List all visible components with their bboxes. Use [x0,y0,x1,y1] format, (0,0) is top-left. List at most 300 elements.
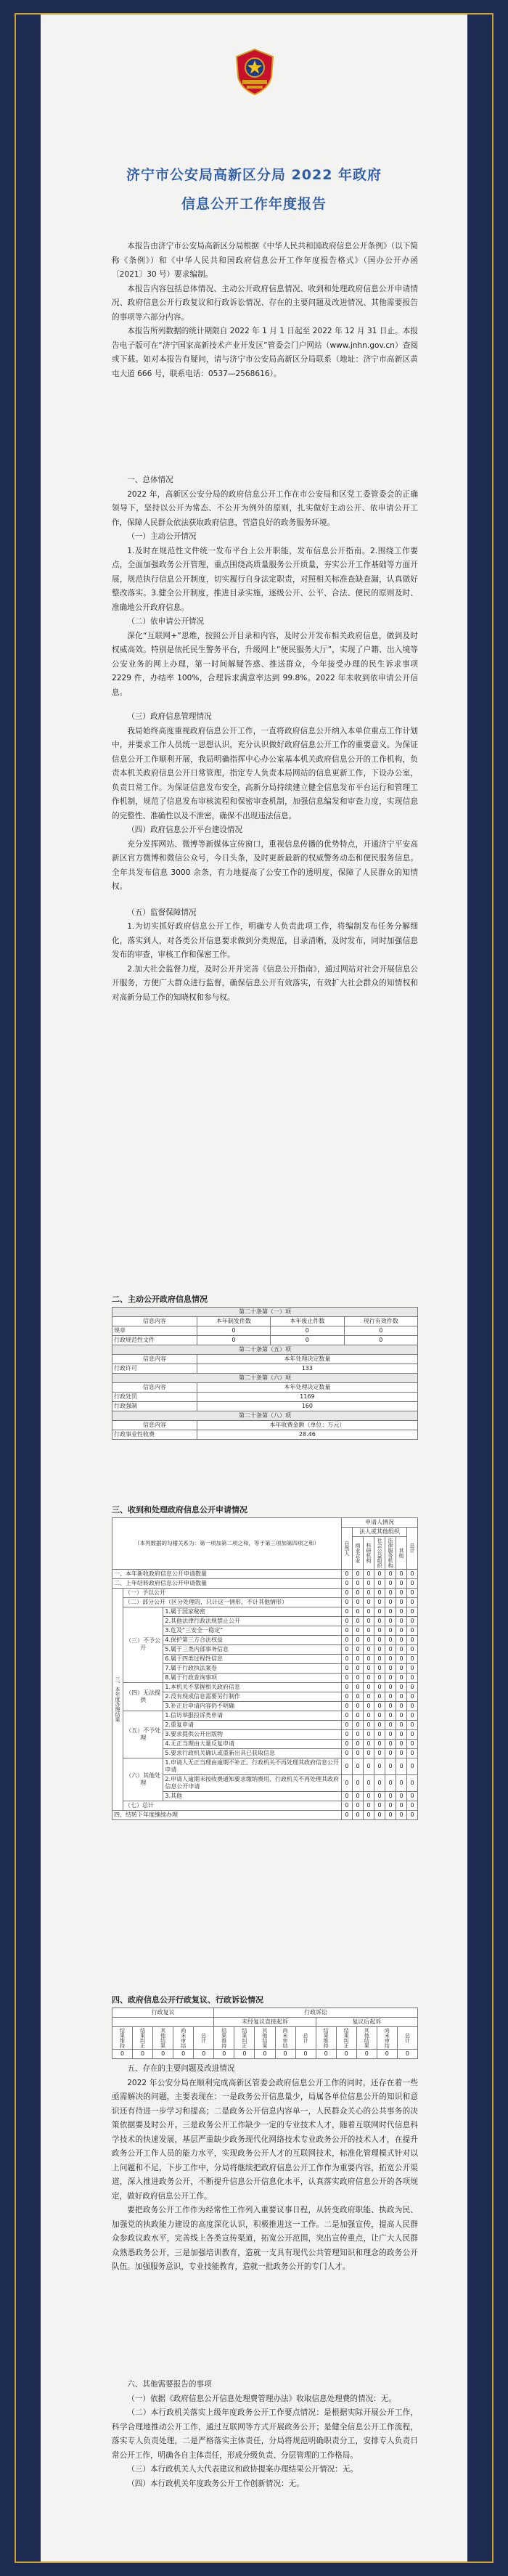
section-applications [112,1503,418,1820]
table-cell: 0 [352,1644,363,1654]
table-cell: 0 [352,1682,363,1692]
section-heading: 二、主动公开政府信息情况 [112,1295,208,1304]
table-cell: 0 [374,1711,385,1720]
table-row [112,1711,418,1720]
table-cell: 0 [374,1597,385,1607]
table-row [112,1682,418,1692]
table-subgroup-label: （五）不予处理 [123,1711,163,1758]
table-col-head: 其他结果 [255,2026,275,2049]
table-row [112,1758,418,1774]
table-cell: 0 [363,1597,374,1607]
table-cell: 0 [396,1673,406,1682]
table-cell: 0 [363,1720,374,1729]
table-cell: 0 [374,1748,385,1758]
table-cell: 0 [374,1682,385,1692]
table-cell: 0 [255,2049,275,2058]
table-row: 行政强制 160 [112,1401,418,1411]
table-cell: 0 [363,1673,374,1682]
table-row-label: 1.本机关不掌握相关政府信息 [163,1682,342,1692]
table-col-head: 信息内容 [112,1420,197,1430]
table-cell: 0 [385,1616,396,1626]
table-row-label: 4.无正当理由大量反复申请 [163,1739,342,1748]
table-cell: 0 [352,1774,363,1791]
paragraph: （二）本行政机关落实上级年度政务公开工作要点情况：是根据实际开展公开工作，科学合理地推动公开工作，通过互联网等方式开展政务公开；是健全信息公开工作流程，落实专人负责处理，二是严格落实主体责任，分局将规范明确职责分工，安排专人负责日常公开工作，明确各自主体责任，形成分级负责、分层管理的工作格局。 [112,2408,418,2460]
table-cell: 0 [406,1682,417,1692]
paragraph: 2022 年，高新区公安分局的政府信息公开工作在市公安局和区党工委管委会的正确领导下，坚持以公开为常态、不公开为例外的原则，扎实做好主动公开、依申请公开工作，保障人民群众依法获取政府信息，营造良好的政务服务环境。 [112,489,418,527]
paragraph: （一）依据《政府信息公开信息处理费管理办法》收取信息处理费的情况：无。 [127,2394,396,2403]
table-row-label: 1.申请人无正当理由逾期不补正、行政机关不再处理其政府信息公开申请 [163,1758,342,1774]
table-row-label: （二）部分公开（区分处理的，只计这一情形，不计其他情形） [123,1597,342,1607]
paragraph: 2022 年公安分局在顺利完成高新区管委会政府信息公开工作的同时，还存在着一些亟需解决的问题，主要表现在：一是政务公开信息量少，局属各单位信息公开的知识和意识还有待进一步学习和提高；二是政务公开信息内容单一，人民群众关心的公共事务的决策依据要及时公开。三是政务公开工作缺少一定的专业技术人才，随着互联网时代信息科学技术的快速发展，基层严重缺少政务现代化网络技术专业政务公开的技术人才，在提升政务公开工作人员的能力水平，实现政务公开人才的互联网技术，标准化管理模式针对以上问题和不足，下步工作中，分局将继续把政府信息公开工作作为重要内容，拓宽公开渠道，深入推进政务公开，不断提升信息公开信息化水平，认真落实政府信息公开的各项规定，做好政府信息公开工作。 [112,2078,418,2201]
table-cell: 0 [363,1682,374,1692]
table-col-head: 行政复议 [112,2008,214,2017]
table-cell: 0 [385,1810,396,1819]
table-cell: 0 [406,1739,417,1748]
table-cell: 0 [374,1569,385,1578]
section-problems [112,2062,418,2275]
table-cell: 0 [352,1588,363,1597]
table-col-head: 信息内容 [112,1316,197,1326]
table-cell: 0 [374,1810,385,1819]
table-cell: 0 [385,1711,396,1720]
table-col-head: 其他 [396,1536,406,1569]
table-col-head: 本年处理决定数量 [197,1382,417,1392]
table-col-head: 本年收费金额（单位：万元） [197,1420,417,1430]
table-cell: 0 [341,1729,352,1739]
table-col-head: 尚未审结 [377,2026,397,2049]
report-title-line-1: 济宁市公安局高新区分局 2022 年政府 [126,167,382,183]
table-cell: 0 [214,2049,234,2058]
table-cell: 0 [374,1774,385,1791]
table-cell: 0 [406,1810,417,1819]
table-col-head: 结果维持 [112,2026,133,2049]
table-cell: 0 [363,1701,374,1711]
table-cell: 0 [341,1758,352,1774]
table-cell: 0 [363,1791,374,1801]
table-cell: 0 [133,2049,153,2058]
table-row-label: 3.补正后申请内容仍不明确 [163,1701,342,1711]
table-cell: 0 [352,1801,363,1810]
table-cell: 0 [363,1635,374,1644]
table-cell: 0 [363,1626,374,1635]
table-cell: 0 [363,1654,374,1663]
table-cell: 0 [374,1729,385,1739]
table-col-head: 结果纠正 [234,2026,255,2049]
table-cell: 0 [352,1654,363,1663]
intro-paragraph: 本报告由济宁市公安局高新区分局根据《中华人民共和国政府信息公开条例》（以下简称《条例》）和《中华人民共和国政府信息公开工作年度报告格式》（国办公开办函〔2021〕30 号）要求编制。 [112,242,418,279]
table-cell: 0 [377,2049,397,2058]
table-cell: 0 [396,1654,406,1663]
table-cell: 0 [112,2049,133,2058]
table-row-label: 3.要求提供公开出版物 [163,1729,342,1739]
paragraph: 1.为切实抓好政府信息公开工作，明确专人负责此项工作，将编制发布任务分解细化，落实到人，对各类公开信息要求做到分类规范，目录清晰，及时发布，同时加强信息发布的审查，审核工作和保密工作。 [112,922,418,959]
table-cell: 0 [352,1758,363,1774]
table-cell: 0 [397,2049,417,2058]
table-cell: 0 [352,1692,363,1701]
table-cell: 0 [374,1692,385,1701]
table-cell: 0 [341,1673,352,1682]
table-cell: 0 [396,1701,406,1711]
table-col-head: 自然人 [341,1527,352,1569]
table-col-head: 商业企业 [352,1536,363,1569]
table-cell: 0 [363,1663,374,1673]
table-cell: 0 [374,1673,385,1682]
table-col-head: 现行有效件数 [344,1316,417,1326]
table-row [112,1607,418,1616]
table-cell: 0 [406,1635,417,1644]
table-cell: 0 [396,1748,406,1758]
table-cell: 0 [396,1588,406,1597]
table-cell: 0 [352,1663,363,1673]
table-col-head: 未经复议直接起诉 [214,2017,316,2026]
table-cell: 0 [341,1748,352,1758]
table-cell: 0 [352,1635,363,1644]
table-cell: 0 [406,1644,417,1654]
table-row-label: 3.危及“三安全一稳定” [163,1626,342,1635]
table-cell: 0 [396,1801,406,1810]
section-heading: 六、其他需要报告的事项 [127,2380,212,2389]
active-disclosure-table [112,1307,418,1440]
table-cell: 0 [374,1626,385,1635]
table-cell: 0 [352,1578,363,1588]
table-cell: 0 [295,2049,316,2058]
subsection-heading: （一）主动公开情况 [127,532,197,541]
table-cell: 0 [396,1663,406,1673]
table-cell: 0 [374,1720,385,1729]
table-cell: 0 [406,1663,417,1673]
table-col-head: 法律服务机构 [385,1536,396,1569]
table-cell: 0 [341,1801,352,1810]
table-cell: 0 [396,1578,406,1588]
table-cell: 0 [194,2049,214,2058]
table-cell: 0 [341,1682,352,1692]
table-cell: 0 [234,2049,255,2058]
paragraph: 充分发挥网站、微博等新媒体宣传窗口，重视信息传播的优势特点，开通济宁平安高新区官方微博和微信公众号，今日头条，及时更新最新的权威警务动态和便民服务信息。全年共发布信息 3000 余条，有力地提高了公安工作的透明度，保障了人民群众的知情权。 [112,839,418,891]
table-cell: 0 [406,1791,417,1801]
section-heading: 三、收到和处理政府信息公开申请情况 [112,1505,247,1515]
table-cell: 0 [363,1711,374,1720]
table-cell: 0 [374,1758,385,1774]
table-cell: 0 [406,1607,417,1616]
table-row: 行政事业性收费 28.46 [112,1430,418,1439]
table-cell: 0 [341,1791,352,1801]
table-cell: 0 [385,1607,396,1616]
paragraph: 1.及时在规范性文件统一发布平台上公开职能，发布信息公开指南。2.围绕工作要点，全面加强政务公开管理，重点围绕高质量服务公开质量，夯实公开工作基础等方面开展，规范执行信息公开制度，切实履行自身法定职责，对照相关标准查缺查漏，认真做好整改落实。3.健全公开制度，推进目录实施，逐级公开、公平、合法、便民的原则及时、准确地公开政府信息。 [112,546,418,612]
table-cell: 0 [363,1801,374,1810]
table-cell: 0 [406,1729,417,1739]
table-cell: 0 [396,1597,406,1607]
table-row-label: （七）总计 [123,1801,342,1810]
paragraph: （三）本行政机关人大代表建议和政协提案办理结果公开情况：无。 [127,2465,358,2474]
table-row [112,1810,418,1819]
table-cell: 0 [406,1626,417,1635]
table-row: 行政规范性文件 0 0 0 [112,1335,418,1345]
table-cell: 0 [396,1607,406,1616]
table-block-head: 第二十条第（六）项 [112,1373,418,1382]
table-col-head: 尚未审结 [173,2026,194,2049]
intro-paragraph: 本报告内容包括总体情况、主动公开政府信息情况、收到和处理政府信息公开申请情况、政府信息公开行政复议和行政诉讼情况、存在的主要问题及改进情况、其他需要报告的事项等六部分内容。 [112,284,418,322]
table-cell: 0 [352,1673,363,1682]
table-col-head: 本年废止件数 [271,1316,344,1326]
table-cell: 0 [406,1701,417,1711]
table-row: 行政许可 133 [112,1364,418,1373]
subsection-heading: （四）政府信息公开平台建设情况 [127,826,243,834]
table-cell: 0 [352,1607,363,1616]
table-cell: 0 [406,1578,417,1588]
report-title-line-2: 信息公开工作年度报告 [181,196,327,212]
table-cell: 0 [352,1626,363,1635]
table-cell: 0 [385,1663,396,1673]
table-row-label: 2.其他法律行政法规禁止公开 [163,1616,342,1626]
table-cell: 0 [374,1791,385,1801]
table-cell: 0 [374,1635,385,1644]
table-cell: 0 [396,1635,406,1644]
table-row-label: 1.信访举报投诉类申请 [163,1711,342,1720]
table-cell: 0 [363,1692,374,1701]
table-col-head: 结果维持 [316,2026,336,2049]
intro-paragraph: 本报告所列数据的统计期限自 2022 年 1 月 1 日起至 2022 年 12 月 31 日止。本报告电子版可在“济宁国家高新技术产业开发区”管委会门户网站（www.jnhn.gov.cn）查阅或下载。如对本报告有疑问，请与济宁市公安局高新区分局联系（地址：济宁市高新区黄屯大道 666 号，联系电话：0537—2568616）。 [112,327,418,378]
table-cell: 0 [385,1701,396,1711]
table-cell: 0 [374,1663,385,1673]
table-cell: 0 [396,1720,406,1729]
intro-section [112,240,418,381]
table-cell: 0 [352,1810,363,1819]
table-cell: 0 [385,1791,396,1801]
table-col-head: 社会公益组织 [374,1536,385,1569]
table-row: 行政处罚 1169 [112,1392,418,1401]
table-cell: 0 [385,1801,396,1810]
table-cell: 0 [341,1711,352,1720]
table-cell: 0 [385,1578,396,1588]
section-active-disclosure [112,1292,418,1440]
table-cell: 0 [406,1569,417,1578]
table-cell: 0 [352,1748,363,1758]
table-row: 规章 0 0 0 [112,1326,418,1335]
table-cell: 0 [396,1739,406,1748]
table-cell: 0 [341,1626,352,1635]
table-cell: 0 [341,1663,352,1673]
national-police-emblem-icon [232,48,277,96]
table-cell: 0 [396,1791,406,1801]
table-cell: 0 [352,1569,363,1578]
table-cell: 0 [396,1692,406,1701]
table-block-head: 第二十条第（一）项 [112,1307,418,1316]
table-cell: 0 [385,1588,396,1597]
table-cell: 0 [363,1578,374,1588]
table-cell: 0 [406,1692,417,1701]
section-overview [112,473,418,1005]
table-group-label: 三、本年度办理结果 [112,1588,123,1810]
table-cell: 0 [396,1682,406,1692]
table-col-head: 信息内容 [112,1382,197,1392]
table-cell: 0 [396,1810,406,1819]
table-cell: 0 [341,1616,352,1626]
table-cell: 0 [406,1673,417,1682]
table-col-head: 总计 [397,2026,417,2049]
table-cell: 0 [385,1673,396,1682]
table-row-label: 2.重复申请 [163,1720,342,1729]
table-corner-note: （本列数据的勾稽关系为：第一项加第二项之和，等于第三项加第四项之和） [112,1517,342,1569]
table-row-label: 5.属于三类内部事务信息 [163,1644,342,1654]
table-cell: 0 [341,1644,352,1654]
table-row-label: 7.属于行政执法案卷 [163,1663,342,1673]
table-col-head: 结果维持 [214,2026,234,2049]
table-col-head: 复议后起诉 [316,2017,417,2026]
table-cell: 0 [316,2049,336,2058]
paragraph: 深化“互联网+”思维，按照公开目录和内容，及时公开发布相关政府信息，做到及时权威高效。特别是依托民生警务平台，升级网上“便民服务大厅”，实现了户籍、出入境等公安业务的网上办理，第一时间解疑答惑、推送群众，今年接受办理的民生诉求事项 2229 件，办结率 100%，合理诉求满意率达到 99.8%。2022 年未收到依申请公开信息。 [112,631,418,697]
table-cell: 0 [363,1644,374,1654]
table-col-head: 总计 [194,2026,214,2049]
table-row-label: 一、本年新收政府信息公开申请数量 [112,1569,342,1578]
table-block-head: 第二十条第（五）项 [112,1345,418,1354]
table-cell: 0 [352,1597,363,1607]
table-subgroup-label: （三）不予公开 [123,1607,163,1682]
section-heading: 五、存在的主要问题及改进情况 [127,2064,235,2073]
table-col-head: 结果纠正 [336,2026,356,2049]
table-cell: 0 [374,1701,385,1711]
table-col-head: 总计 [406,1527,417,1569]
table-cell: 0 [396,1616,406,1626]
table-cell: 0 [363,1607,374,1616]
subsection-heading: （三）政府信息管理情况 [127,712,212,721]
subsection-heading: （二）依申请公开情况 [127,617,205,626]
table-cell: 0 [374,1644,385,1654]
table-row [112,1569,418,1578]
table-row-label: 6.属于四类过程性信息 [163,1654,342,1663]
table-cell: 0 [406,1801,417,1810]
table-cell: 0 [363,1729,374,1739]
table-cell: 0 [385,1635,396,1644]
table-cell: 0 [341,1588,352,1597]
table-col-head: 法人或其他组织 [352,1527,406,1536]
section-heading: 四、政府信息公开行政复议、行政诉讼情况 [112,1995,263,2005]
table-cell: 0 [341,1810,352,1819]
table-cell: 0 [341,1569,352,1578]
paragraph: 2.加大社会监督力度，及时公开并完善《信息公开指南》，通过网站对社会开展信息公开服务，方便广大群众进行监督，确保信息公开有效落实，有效扩大社会群众的知情权和对高新分局工作的知晓权和参与权。 [112,964,418,1002]
table-cell: 0 [352,1711,363,1720]
section-other [112,2378,418,2491]
table-cell: 0 [374,1588,385,1597]
table-cell: 0 [374,1801,385,1810]
table-cell: 0 [374,1654,385,1663]
table-row [112,1578,418,1588]
table-cell: 0 [406,1774,417,1791]
table-col-head: 结果纠正 [133,2026,153,2049]
table-cell: 0 [341,1597,352,1607]
table-row-label: 二、上年结转政府信息公开申请数量 [112,1578,342,1588]
table-cell: 0 [385,1758,396,1774]
table-col-head: 申请人情况 [341,1517,417,1527]
table-cell: 0 [341,1578,352,1588]
table-cell: 0 [385,1644,396,1654]
table-cell: 0 [352,1729,363,1739]
table-cell: 0 [363,1774,374,1791]
table-cell: 0 [363,1739,374,1748]
table-col-head: 其他结果 [356,2026,377,2049]
table-row-label: 5.要求行政机关确认或重新出具已获取信息 [163,1748,342,1758]
table-cell: 0 [363,1569,374,1578]
table-cell: 0 [341,1692,352,1701]
table-cell: 0 [406,1654,417,1663]
section-review-litigation [112,1993,418,2059]
table-cell: 0 [396,1569,406,1578]
table-row-label: 3.其他 [163,1791,342,1801]
table-cell: 0 [352,1701,363,1711]
table-cell: 0 [363,1616,374,1626]
section-heading: 一、总体情况 [127,476,173,484]
table-col-head: 行政诉讼 [214,2008,418,2017]
table-cell: 0 [363,1748,374,1758]
table-row [112,1597,418,1607]
table-cell: 0 [396,1711,406,1720]
paragraph: 要把政务公开工作作为经常性工作列入重要议事日程，从转变政府职能、执政为民、加强党的执政能力建设的高度深化认识，积极推进这一工作。二是加强宣传，提高人民群众参政议政水平，完善线上各类宣传渠道，拓宽公开范围，突出宣传重点，让广大人民群众熟悉政务公开，三是加强培训教育，造就一支具有现代公共管理知识和理念的政务公开队伍。加强服务意识，专业技能教育，造就一批政务公开的专门人才。 [112,2206,418,2271]
table-cell: 0 [341,1739,352,1748]
table-col-head: 本年制发件数 [197,1316,270,1326]
table-cell: 0 [341,1635,352,1644]
table-subgroup-label: （六）其他处理 [123,1758,163,1801]
table-row-label: 2.申请人逾期未按收费通知要求缴纳费用、行政机关不再处理其政府信息公开申请 [163,1774,342,1791]
table-cell: 0 [363,1758,374,1774]
table-cell: 0 [385,1774,396,1791]
table-cell: 0 [396,1758,406,1774]
table-cell: 0 [406,1748,417,1758]
table-cell: 0 [385,1729,396,1739]
table-row-label: （一）予以公开 [123,1588,342,1597]
table-col-head: 总计 [295,2026,316,2049]
table-row-label: 四、结转下年度继续办理 [112,1810,342,1819]
table-cell: 0 [275,2049,295,2058]
table-cell: 0 [173,2049,194,2058]
table-cell: 0 [336,2049,356,2058]
table-cell: 0 [385,1654,396,1663]
table-cell: 0 [352,1720,363,1729]
table-col-head: 科研机构 [363,1536,374,1569]
table-cell: 0 [374,1578,385,1588]
table-cell: 0 [352,1739,363,1748]
paragraph: （四）本行政机关年度政务公开工作创新情况：无。 [127,2479,304,2488]
subsection-heading: （五）监督保障情况 [127,908,197,917]
table-cell: 0 [363,1588,374,1597]
table-cell: 0 [406,1588,417,1597]
table-cell: 0 [385,1626,396,1635]
table-cell: 0 [396,1774,406,1791]
table-col-head: 尚未审结 [275,2026,295,2049]
table-cell: 0 [363,1810,374,1819]
table-cell: 0 [406,1720,417,1729]
table-cell: 0 [385,1597,396,1607]
table-col-head: 其他结果 [153,2026,173,2049]
table-cell: 0 [385,1692,396,1701]
table-cell: 0 [341,1701,352,1711]
paragraph: 我局始终高度重视政府信息公开工作，一直将政府信息公开纳入本单位重点工作计划中，并要求工作人员统一思想认识，充分认识做好政府信息公开工作的重要意义。为保证信息公开工作顺利开展，我局明确指挥中心办公室基本机关政府信息公开的工作机构，负责本机关政府信息公开日常管理，指定专人负责本局网站的信息更新工作，下设办公室，负责日常工作。为保证信息发布安全，高新分局持续建立健全信息发布平台运行和管理工作机制，规范了信息发布审核流程和保密审查机制，加强信息编发和审查力度，实现信息的完整性、准确性以及不泄密，确保不出现违法信息。 [112,726,418,820]
table-cell: 0 [406,1597,417,1607]
table-cell: 0 [396,1626,406,1635]
table-cell: 0 [356,2049,377,2058]
table-cell: 0 [341,1774,352,1791]
table-cell: 0 [341,1654,352,1663]
table-cell: 0 [385,1739,396,1748]
table-row [112,1588,418,1597]
table-row-label: 2.没有现成信息需要另行制作 [163,1692,342,1701]
table-cell: 0 [385,1682,396,1692]
table-row-label: 8.属于行政查询事项 [163,1673,342,1682]
table-cell: 0 [352,1791,363,1801]
table-col-head: 信息内容 [112,1354,197,1364]
table-cell: 0 [406,1616,417,1626]
table-cell: 0 [374,1607,385,1616]
table-block-head: 第二十条第（八）项 [112,1411,418,1420]
table-cell: 0 [374,1616,385,1626]
